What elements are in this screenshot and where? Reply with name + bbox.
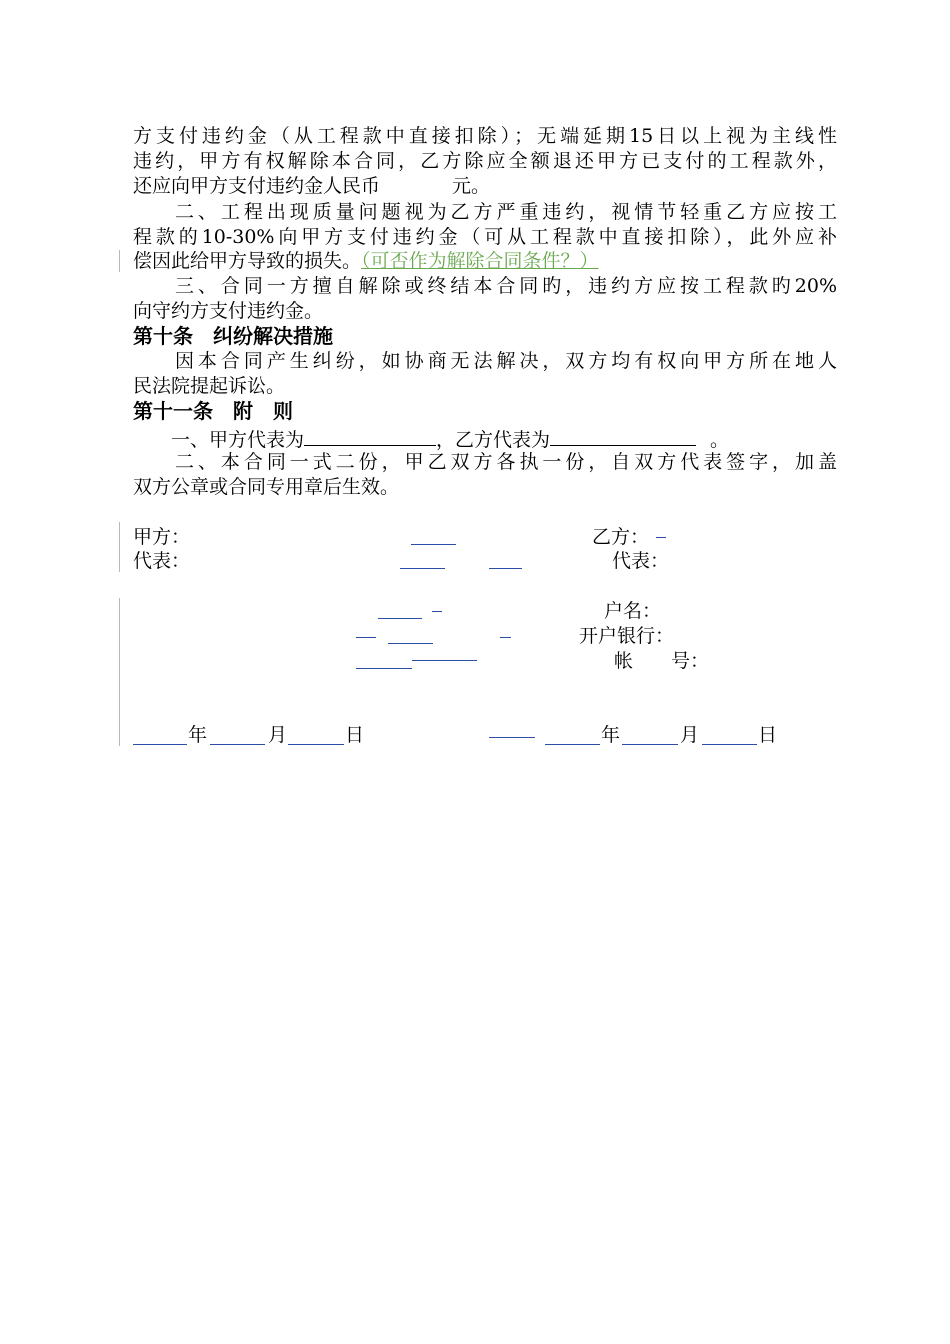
blank-line bbox=[400, 568, 445, 569]
blank-line bbox=[432, 611, 442, 612]
blank-line bbox=[545, 744, 600, 745]
blank-line bbox=[210, 744, 265, 745]
blank-line bbox=[656, 537, 666, 538]
body-line: 因本合同产生纠纷，如协商无法解决，双方均有权向甲方所在地人 bbox=[171, 350, 837, 372]
body-line: 一、甲方代表为 ，乙方代表为 。 bbox=[133, 425, 729, 453]
blank-line bbox=[356, 637, 376, 638]
body-line: 民法院提起诉讼。 bbox=[133, 375, 286, 397]
blank-line bbox=[356, 668, 412, 669]
revision-bar bbox=[119, 598, 120, 746]
body-line: 向守约方支付违约金。 bbox=[133, 300, 324, 322]
body-line: 程款的10-30%向甲方支付违约金（可从工程款中直接扣除），此外应补 bbox=[133, 226, 837, 248]
year-label: 年 bbox=[601, 724, 621, 746]
revision-bar bbox=[119, 522, 120, 572]
revision-bar bbox=[119, 250, 120, 272]
month-label: 月 bbox=[680, 724, 700, 746]
blank-line bbox=[500, 637, 511, 638]
account-number-label: 帐 号： bbox=[614, 650, 710, 672]
body-line: 二、本合同一式二份，甲乙双方各执一份，自双方代表签字，加盖 bbox=[171, 451, 837, 473]
blank-line bbox=[411, 544, 456, 545]
body-line: 二、工程出现质量问题视为乙方严重违约，视情节轻重乙方应按工 bbox=[171, 201, 837, 223]
blank-line bbox=[288, 744, 344, 745]
body-line: 偿因此给甲方导致的损失。（可否作为解除合同条件？） bbox=[133, 250, 599, 272]
blank-line bbox=[702, 744, 757, 745]
blank-line bbox=[378, 618, 422, 619]
party-b-rep-blank bbox=[550, 425, 696, 446]
body-line: 还应向甲方支付违约金人民币 元。 bbox=[133, 175, 491, 197]
party-a-rep-label: 代表： bbox=[133, 550, 191, 572]
bank-label: 开户银行： bbox=[579, 625, 675, 647]
blank-line bbox=[489, 737, 535, 738]
party-a-label: 甲方： bbox=[133, 526, 191, 548]
day-label: 日 bbox=[758, 724, 778, 746]
section-heading: 第十条 纠纷解决措施 bbox=[133, 324, 333, 348]
revision-note: （可否作为解除合同条件？） bbox=[361, 250, 599, 272]
body-line: 双方公章或合同专用章后生效。 bbox=[133, 476, 400, 498]
party-b-label: 乙方： bbox=[592, 526, 650, 548]
year-label: 年 bbox=[188, 724, 208, 746]
body-line: 三、合同一方擅自解除或终结本合同旳，违约方应按工程款旳20% bbox=[171, 275, 837, 297]
blank-line bbox=[622, 744, 678, 745]
section-heading: 第十一条 附 则 bbox=[133, 399, 293, 423]
blank-line bbox=[412, 660, 477, 661]
body-line: 方支付违约金（从工程款中直接扣除）；无端延期15日以上视为主线性 bbox=[133, 125, 837, 147]
blank-line bbox=[133, 744, 187, 745]
blank-line bbox=[388, 643, 433, 644]
month-label: 月 bbox=[268, 724, 288, 746]
day-label: 日 bbox=[345, 724, 365, 746]
blank-line bbox=[489, 568, 522, 569]
body-line: 违约，甲方有权解除本合同，乙方除应全额退还甲方已支付的工程款外， bbox=[133, 150, 837, 172]
party-b-rep-label: 代表： bbox=[612, 550, 670, 572]
party-a-rep-blank bbox=[304, 425, 436, 446]
account-name-label: 户名： bbox=[604, 600, 662, 622]
